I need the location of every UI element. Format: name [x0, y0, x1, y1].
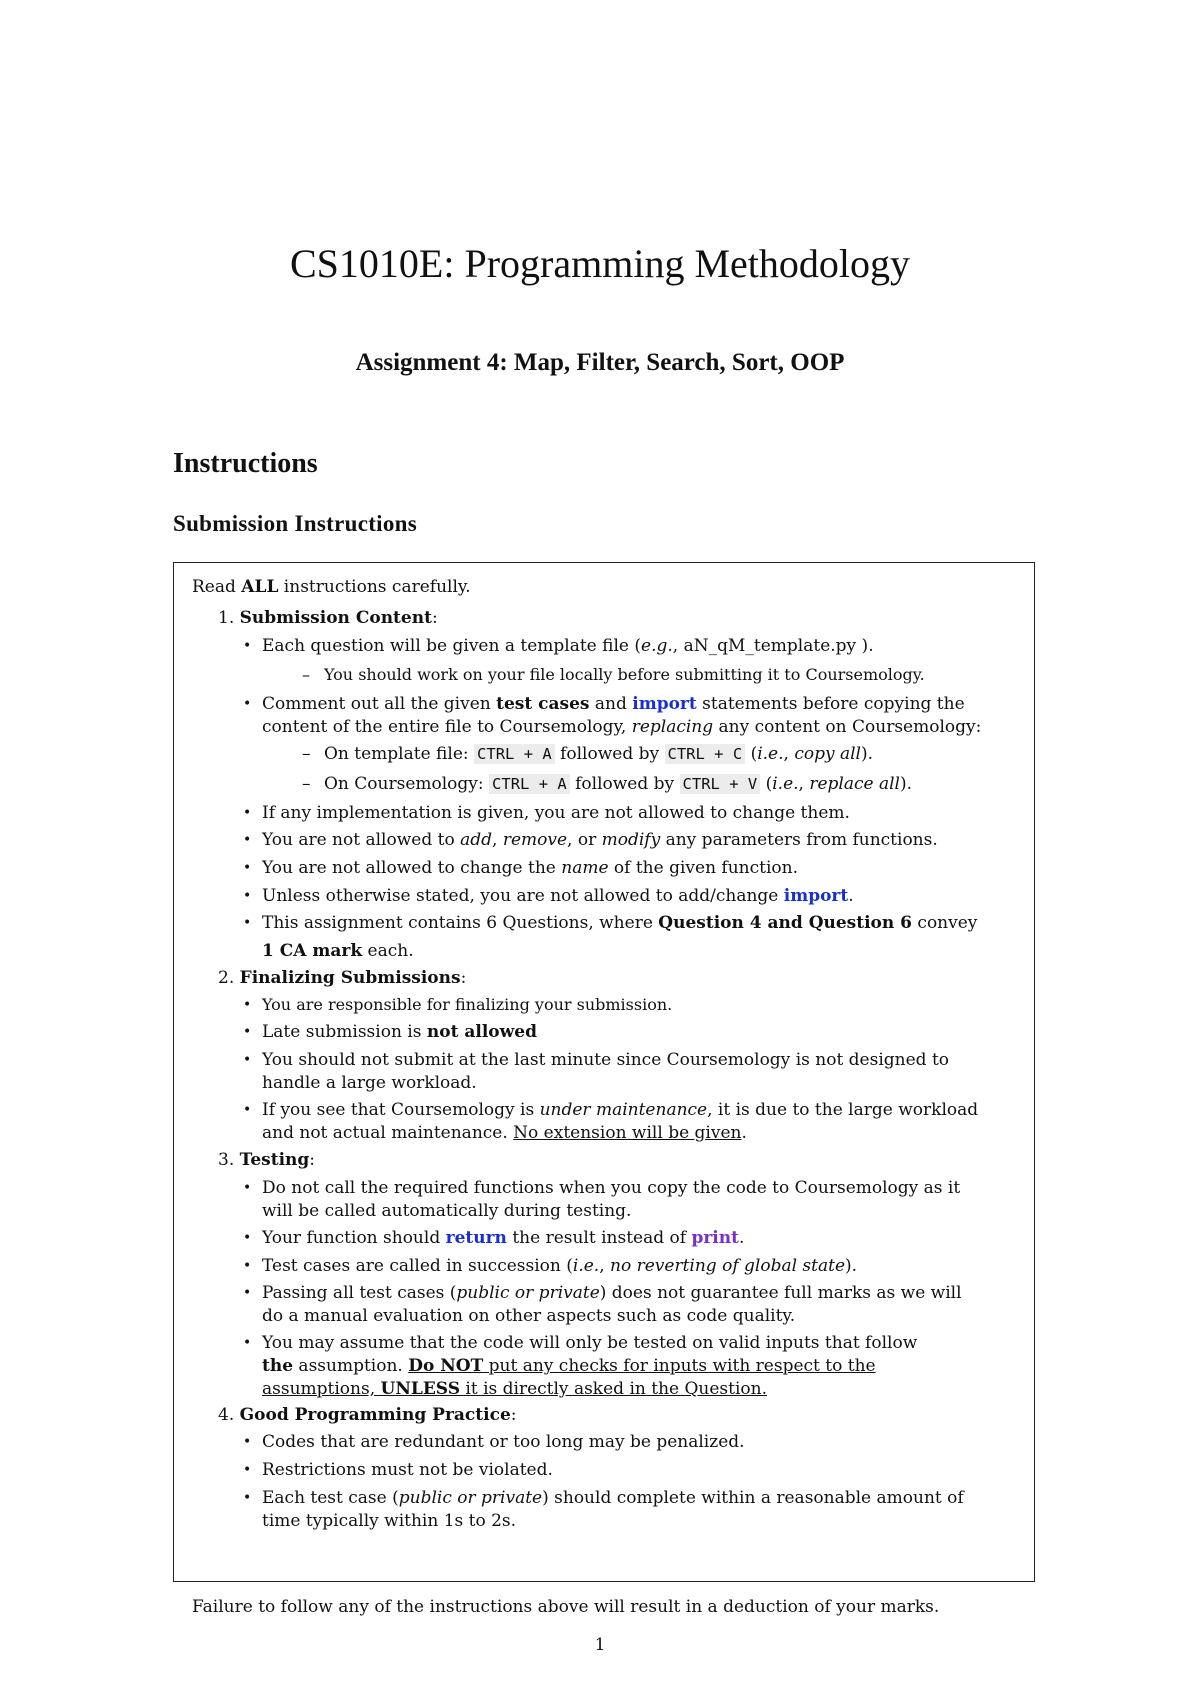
bullet-icon: • — [243, 915, 252, 931]
bullet-icon: • — [243, 696, 252, 712]
section-good-programming-practice: 4. Good Programming Practice: — [218, 1405, 517, 1425]
list-item: • Do not call the required functions when you copy the code to Coursemology as it — [243, 1178, 961, 1198]
list-item: • Each test case (public or private) should complete within a reasonable amount of — [243, 1488, 964, 1508]
list-item: • Codes that are redundant or too long may be penalized. — [243, 1432, 745, 1452]
instructions-box — [173, 562, 1035, 1582]
list-item-continuation: 1 CA mark each. — [262, 941, 414, 961]
list-item-continuation: do a manual evaluation on other aspects such as code quality. — [262, 1306, 796, 1326]
list-item: • Comment out all the given test cases and import statements before copying the — [243, 694, 965, 714]
list-item: • You may assume that the code will only be tested on valid inputs that follow — [243, 1333, 918, 1353]
list-item: • Unless otherwise stated, you are not allowed to add/change import. — [243, 886, 854, 906]
list-item: • Test cases are called in succession (i.e., no reverting of global state). — [243, 1256, 858, 1276]
list-item-continuation: content of the entire file to Coursemology, replacing any content on Coursemology: — [262, 717, 982, 737]
intro-line: Read ALL instructions carefully. — [192, 577, 471, 597]
assignment-subtitle: Assignment 4: Map, Filter, Search, Sort, OOP — [355, 349, 845, 376]
keyboard-shortcut: CTRL + A — [489, 774, 570, 794]
list-item-continuation: will be called automatically during testing. — [262, 1201, 632, 1221]
bullet-icon: • — [243, 1490, 252, 1506]
bullet-icon: • — [243, 1052, 252, 1068]
bullet-icon: • — [243, 860, 252, 876]
bullet-icon: • — [243, 832, 252, 848]
bullet-icon: • — [243, 1230, 252, 1246]
keyboard-shortcut: CTRL + C — [665, 744, 746, 764]
list-item-continuation: time typically within 1s to 2s. — [262, 1511, 517, 1531]
list-item: • You should not submit at the last minute since Coursemology is not designed to — [243, 1050, 950, 1070]
list-item: • You are responsible for finalizing your submission. — [243, 995, 673, 1014]
list-item: • You are not allowed to change the name of the given function. — [243, 858, 798, 878]
bullet-icon: • — [243, 1258, 252, 1274]
section-testing: 3. Testing: — [218, 1150, 316, 1170]
instructions-heading: Instructions — [173, 448, 318, 479]
bullet-icon: • — [243, 997, 252, 1013]
list-item-continuation: the assumption. Do NOT put any checks for inputs with respect to the — [262, 1356, 876, 1376]
page-number: 1 — [594, 1635, 606, 1655]
bullet-icon: • — [243, 1024, 252, 1040]
list-item-continuation: and not actual maintenance. No extension will be given. — [262, 1123, 747, 1143]
dash-icon: – — [302, 665, 310, 684]
list-item: • Your function should return the result instead of print. — [243, 1228, 745, 1248]
bullet-icon: • — [243, 1434, 252, 1450]
section-submission-content: 1. Submission Content: — [218, 608, 438, 628]
bullet-icon: • — [243, 1102, 252, 1118]
document-title: CS1010E: Programming Methodology — [290, 241, 910, 286]
bullet-icon: • — [243, 888, 252, 904]
list-item: • If any implementation is given, you are not allowed to change them. — [243, 803, 850, 823]
keyboard-shortcut: CTRL + A — [474, 744, 555, 764]
list-subitem: – On Coursemology: CTRL + A followed by CTRL + V (i.e., replace all). — [302, 774, 913, 794]
bullet-icon: • — [243, 1285, 252, 1301]
list-item: • Each question will be given a template file (e.g., aN_qM_template.py ). — [243, 636, 874, 656]
dash-icon: – — [302, 744, 311, 764]
list-item: • Late submission is not allowed — [243, 1022, 537, 1042]
list-subitem: – You should work on your file locally before submitting it to Coursemology. — [302, 665, 925, 684]
keyboard-shortcut: CTRL + V — [680, 774, 761, 794]
bullet-icon: • — [243, 1462, 252, 1478]
bullet-icon: • — [243, 638, 252, 654]
bullet-icon: • — [243, 1335, 252, 1351]
submission-instructions-heading: Submission Instructions — [173, 511, 418, 536]
list-item-continuation: handle a large workload. — [262, 1073, 477, 1093]
list-item: • Passing all test cases (public or private) does not guarantee full marks as we will — [243, 1283, 962, 1303]
bullet-icon: • — [243, 805, 252, 821]
list-subitem: – On template file: CTRL + A followed by CTRL + C (i.e., copy all). — [302, 744, 874, 764]
dash-icon: – — [302, 774, 311, 794]
list-item: • If you see that Coursemology is under maintenance, it is due to the large workload — [243, 1100, 979, 1120]
section-finalizing-submissions: 2. Finalizing Submissions: — [218, 968, 467, 988]
footer-note: Failure to follow any of the instructions above will result in a deduction of your marks. — [192, 1597, 940, 1617]
bullet-icon: • — [243, 1180, 252, 1196]
list-item: • You are not allowed to add, remove, or modify any parameters from functions. — [243, 830, 938, 850]
list-item: • Restrictions must not be violated. — [243, 1460, 553, 1480]
list-item: • This assignment contains 6 Questions, where Question 4 and Question 6 convey — [243, 913, 978, 933]
list-item-continuation: assumptions, UNLESS it is directly asked in the Question. — [262, 1379, 768, 1399]
